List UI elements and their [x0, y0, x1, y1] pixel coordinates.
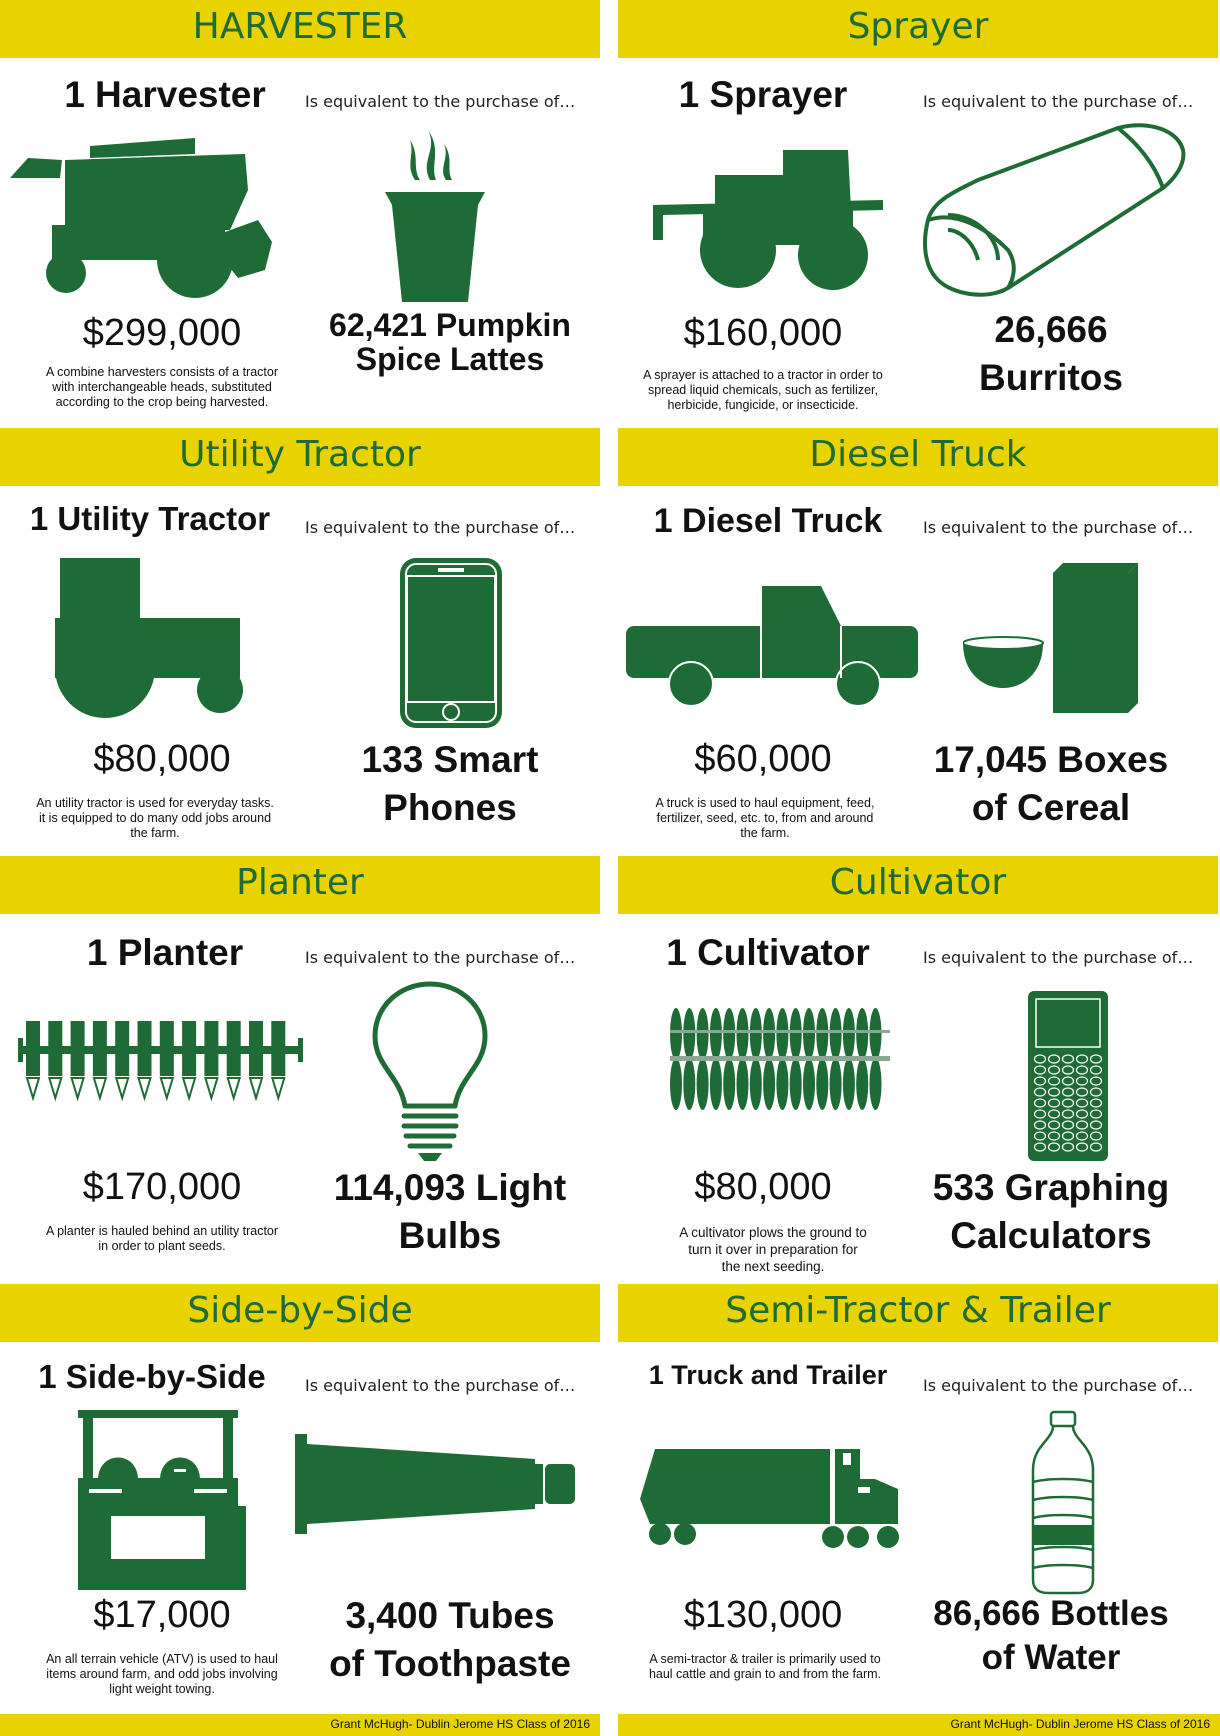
result-line: 533 Graphing — [932, 1167, 1170, 1208]
semi-truck-icon — [640, 1449, 920, 1554]
result-line: Bulbs — [398, 1215, 502, 1256]
description — [620, 1652, 910, 1682]
result-line: Phones — [383, 787, 517, 828]
sprayer-icon — [653, 145, 913, 295]
cultivator-icon — [670, 1006, 890, 1116]
description-line: it is equipped to do many odd jobs around — [38, 811, 272, 825]
description-line: the farm. — [740, 826, 790, 840]
card-header — [618, 1284, 1218, 1342]
description-line: A truck is used to haul equipment, feed, — [655, 796, 875, 810]
card-cultivator — [618, 856, 1218, 1286]
lightbulb-icon — [370, 981, 490, 1161]
card-header — [618, 856, 1218, 914]
description-line: herbicide, fungicide, or insecticide. — [667, 398, 859, 412]
card-header-title: Utility Tractor — [179, 434, 421, 475]
card-header — [0, 1284, 600, 1342]
tractor-icon — [55, 558, 255, 718]
description-line: turn it over in preparation for — [688, 1242, 858, 1257]
card-semi-tractor-trailer — [618, 1284, 1218, 1714]
description-line: spread liquid chemicals, such as fertilizer, — [648, 383, 878, 397]
description-line: the farm. — [130, 826, 180, 840]
footer-bar-left — [0, 1714, 600, 1736]
card-header-title: Planter — [236, 862, 364, 903]
description-line: the next seeding. — [721, 1259, 825, 1274]
description — [17, 1652, 307, 1697]
description — [618, 368, 908, 413]
description-line: An all terrain vehicle (ATV) is used to haul — [46, 1652, 278, 1666]
credit-text: Grant McHugh- Dublin Jerome HS Class of 2016 — [330, 1717, 590, 1731]
description — [17, 365, 307, 410]
card-header-title: Cultivator — [829, 862, 1007, 903]
side-by-side-icon — [78, 1410, 248, 1590]
result-line: 17,045 Boxes — [933, 739, 1169, 780]
item-title: 1 Sprayer — [678, 74, 848, 115]
card-header-title: Diesel Truck — [809, 434, 1027, 475]
description-line: light weight towing. — [109, 1682, 215, 1696]
smartphone-icon — [400, 558, 502, 728]
card-header — [618, 428, 1218, 486]
result-line: 86,666 Bottles — [933, 1594, 1169, 1633]
water-bottle-icon — [1028, 1410, 1098, 1595]
planter-icon — [18, 1016, 303, 1116]
result-line: of Toothpaste — [329, 1643, 571, 1684]
cereal-icon — [963, 563, 1173, 713]
description-line: An utility tractor is used for everyday tasks. — [36, 796, 274, 810]
card-header-title: Sprayer — [847, 6, 989, 47]
toothpaste-icon — [295, 1434, 580, 1534]
equivalent-label: Is equivalent to the purchase of… — [923, 92, 1194, 111]
item-title: 1 Planter — [86, 932, 244, 973]
equivalent-label: Is equivalent to the purchase of… — [923, 518, 1194, 537]
result-line: Burritos — [979, 357, 1123, 398]
description-line: items around farm, and odd jobs involving — [46, 1667, 278, 1681]
equivalent-label: Is equivalent to the purchase of… — [305, 518, 576, 537]
footer-bar-right — [618, 1714, 1220, 1736]
equivalent-label: Is equivalent to the purchase of… — [305, 1376, 576, 1395]
burrito-icon — [918, 120, 1188, 300]
item-title: 1 Cultivator — [666, 932, 870, 973]
card-header — [0, 428, 600, 486]
card-header — [0, 0, 600, 58]
result-text — [906, 736, 1196, 832]
price: $17,000 — [93, 1594, 231, 1636]
price: $160,000 — [683, 312, 843, 354]
card-diesel-truck — [618, 428, 1218, 858]
card-header-title: HARVESTER — [192, 6, 408, 47]
equivalent-label: Is equivalent to the purchase of… — [305, 92, 576, 111]
item-title: 1 Side-by-Side — [38, 1358, 266, 1395]
result-line: 133 Smart — [361, 739, 539, 780]
item-title: 1 Harvester — [64, 74, 266, 115]
description — [10, 796, 300, 841]
latte-icon — [380, 130, 490, 305]
price: $80,000 — [93, 738, 231, 780]
description-line: A cultivator plows the ground to — [679, 1225, 867, 1240]
credit-text: Grant McHugh- Dublin Jerome HS Class of 2016 — [950, 1717, 1210, 1731]
card-sprayer — [618, 0, 1218, 430]
card-utility-tractor — [0, 428, 600, 858]
card-header — [0, 856, 600, 914]
result-text — [305, 1592, 595, 1688]
result-line: Spice Lattes — [355, 341, 545, 377]
description-line: haul cattle and grain to and from the farm. — [648, 1667, 882, 1681]
card-planter — [0, 856, 600, 1286]
description-line: in order to plant seeds. — [98, 1239, 226, 1253]
price: $60,000 — [694, 738, 832, 780]
card-header-title: Side-by-Side — [187, 1290, 413, 1331]
description — [620, 796, 910, 841]
result-line: 3,400 Tubes — [345, 1595, 555, 1636]
description — [628, 1224, 918, 1275]
description-line: A combine harvesters consists of a tractor — [45, 365, 279, 379]
result-text — [305, 736, 595, 832]
result-text — [906, 1592, 1196, 1680]
result-text — [906, 1164, 1196, 1260]
description-line: according to the crop being harvested. — [55, 395, 269, 409]
price: $80,000 — [694, 1166, 832, 1208]
result-line: 26,666 — [994, 309, 1108, 350]
item-title: 1 Diesel Truck — [653, 502, 883, 540]
description — [17, 1224, 307, 1254]
price: $299,000 — [82, 312, 242, 354]
card-side-by-side — [0, 1284, 600, 1714]
result-line: Calculators — [950, 1215, 1152, 1256]
equivalent-label: Is equivalent to the purchase of… — [923, 1376, 1194, 1395]
card-harvester — [0, 0, 600, 430]
card-header — [618, 0, 1218, 58]
description-line: with interchangeable heads, substituted — [52, 380, 272, 394]
item-title: 1 Truck and Trailer — [648, 1360, 888, 1390]
equivalent-label: Is equivalent to the purchase of… — [923, 948, 1194, 967]
item-title: 1 Utility Tractor — [29, 500, 271, 537]
description-line: A sprayer is attached to a tractor in order to — [643, 368, 883, 382]
result-line: 62,421 Pumpkin — [329, 307, 571, 343]
description-line: fertilizer, seed, etc. to, from and around — [656, 811, 874, 825]
card-header-title: Semi-Tractor & Trailer — [725, 1290, 1111, 1331]
result-text — [906, 306, 1196, 402]
price: $170,000 — [82, 1166, 242, 1208]
description-line: A semi-tractor & trailer is primarily used to — [649, 1652, 881, 1666]
result-text — [305, 1164, 595, 1260]
calculator-icon — [1028, 991, 1108, 1161]
equivalent-label: Is equivalent to the purchase of… — [305, 948, 576, 967]
truck-icon — [626, 586, 926, 706]
price: $130,000 — [683, 1594, 843, 1636]
result-line: of Water — [981, 1638, 1121, 1677]
result-line: of Cereal — [971, 787, 1131, 828]
description-line: A planter is hauled behind an utility tractor — [45, 1224, 279, 1238]
result-text — [305, 308, 595, 376]
harvester-icon — [10, 130, 300, 300]
result-line: 114,093 Light — [333, 1167, 567, 1208]
